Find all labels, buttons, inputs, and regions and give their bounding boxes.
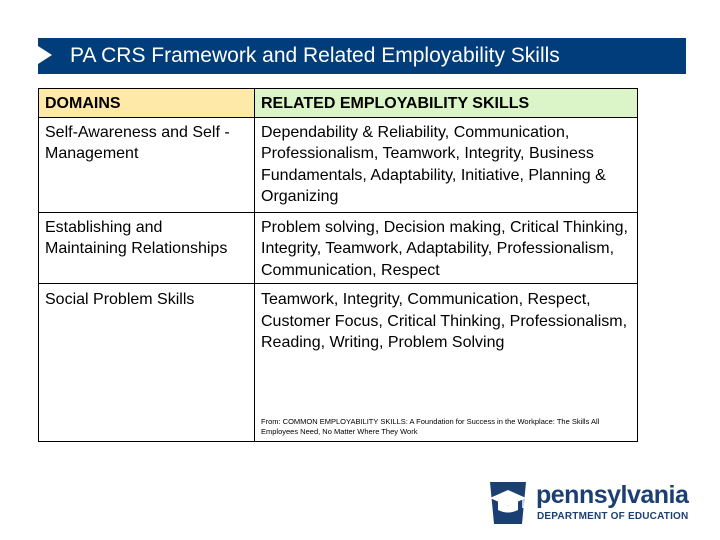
skills-text: Teamwork, Integrity, Communication, Respect, Customer Focus, Critical Thinking, Professionalism, Reading, Writing, Problem Solving bbox=[261, 291, 628, 351]
pa-education-logo bbox=[486, 480, 689, 526]
skills-cell: Dependability & Reliability, Communication, Professionalism, Teamwork, Integrity, Business Fundamentals, Adaptability, Initiative, Planning & Organizing bbox=[255, 117, 638, 212]
logo-subtitle: DEPARTMENT OF EDUCATION bbox=[537, 511, 689, 522]
skills-cell bbox=[255, 284, 638, 442]
header-related-skills: RELATED EMPLOYABILITY SKILLS bbox=[255, 89, 638, 118]
table-row bbox=[39, 212, 638, 284]
keystone-graduation-cap-icon bbox=[486, 480, 530, 526]
logo-name: pennsylvania bbox=[536, 481, 689, 509]
table-row bbox=[39, 284, 638, 442]
title-arrow-icon bbox=[38, 46, 52, 64]
page-title: PA CRS Framework and Related Employability Skills bbox=[70, 44, 560, 67]
domain-cell: Social Problem Skills bbox=[39, 284, 255, 442]
skills-cell: Problem solving, Decision making, Critical Thinking, Integrity, Teamwork, Adaptability, Professionalism, Communication, Respect bbox=[255, 212, 638, 284]
domain-cell: Self-Awareness and Self -Management bbox=[39, 117, 255, 212]
table-row bbox=[39, 117, 638, 212]
skills-table bbox=[38, 88, 638, 442]
source-citation: From: COMMON EMPLOYABILITY SKILLS: A Foundation for Success in the Workplace: The Skills All Employees Need, No Matter Where They Work bbox=[261, 417, 600, 436]
table-header-row bbox=[39, 89, 638, 118]
header-domains: DOMAINS bbox=[39, 89, 255, 118]
domain-cell: Establishing and Maintaining Relationships bbox=[39, 212, 255, 284]
